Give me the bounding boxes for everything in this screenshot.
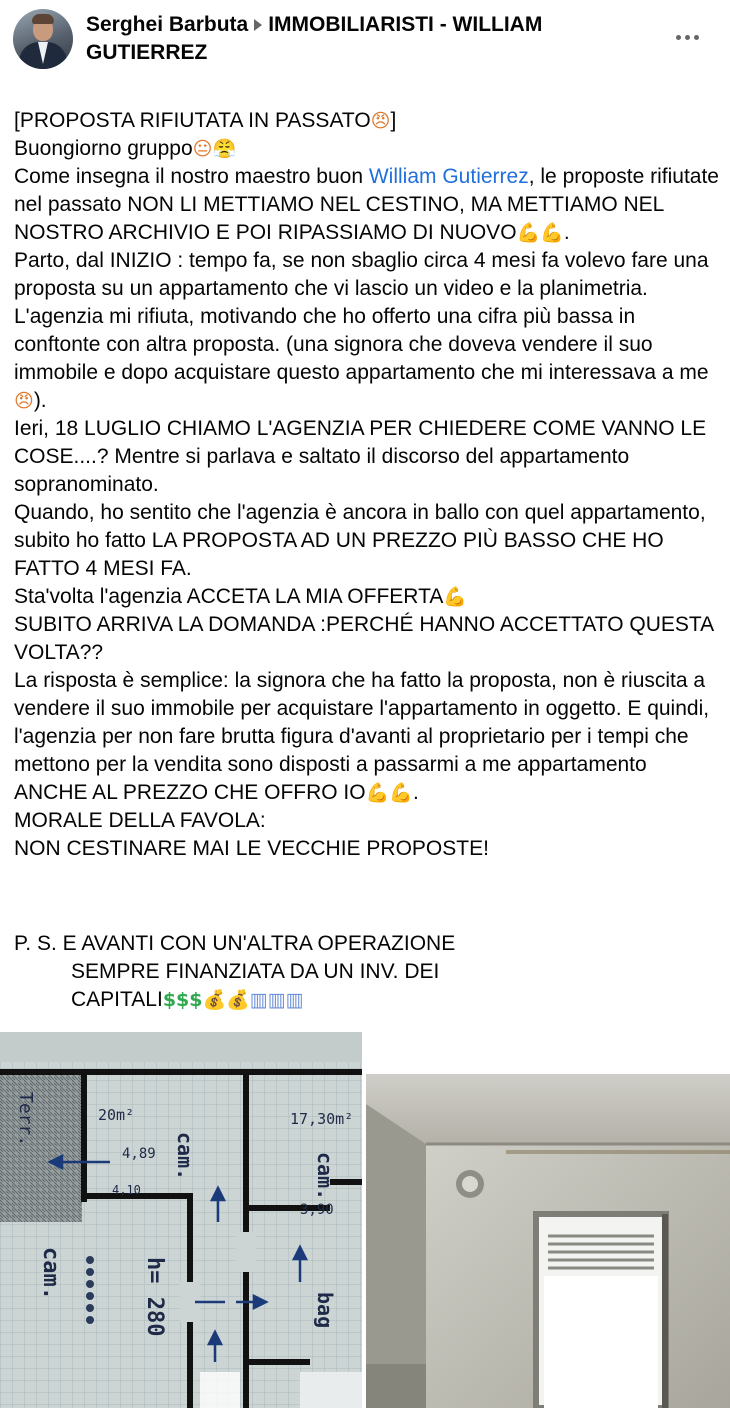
- steam-face-icon: 😤: [212, 138, 237, 160]
- text-line: Quando, ho sentito che l'agenzia è ancora in ballo con quel appartamento, subito ho fatto LA PROPOSTA AD UN PREZZO PIÙ BASSO CHE HO FATTO 4 MESI FA.: [14, 501, 706, 580]
- post-title: [86, 11, 646, 67]
- plan-label: 3,90: [300, 1202, 334, 1218]
- text-span: .: [563, 221, 570, 244]
- floor-plan-drawing: [0, 1032, 362, 1408]
- text-line: [14, 163, 720, 247]
- text-line: P. S. E AVANTI CON UN'ALTRA OPERAZIONE: [14, 932, 456, 955]
- plan-label: bag: [313, 1292, 337, 1329]
- dollar-icon: $: [189, 989, 203, 1011]
- post-body: [14, 107, 720, 863]
- money-bag-icon: 💰: [226, 989, 250, 1011]
- text-span: [PROPOSTA RIFIUTATA IN PASSATO: [14, 109, 371, 132]
- author-avatar[interactable]: [13, 9, 73, 69]
- dollar-icon: $: [162, 989, 177, 1011]
- text-line: SUBITO ARRIVA LA DOMANDA :PERCHÉ HANNO ACCETTATO QUESTA VOLTA??: [14, 613, 713, 664]
- text-span: CAPITALI: [71, 988, 163, 1011]
- text-line: [14, 583, 720, 611]
- text-span: .: [412, 781, 419, 804]
- more-options-icon[interactable]: [676, 27, 702, 47]
- dot-icon: [694, 35, 699, 40]
- floor-plan-photo[interactable]: [0, 1032, 362, 1408]
- angry-face-icon: 😠: [14, 390, 34, 412]
- text-line: [14, 107, 720, 135]
- plan-label: Terr.: [15, 1092, 36, 1147]
- text-line: [14, 135, 720, 163]
- plan-label: 17,30m²: [290, 1110, 354, 1128]
- text-line: [14, 247, 720, 415]
- chart-icon: ▥: [285, 989, 304, 1011]
- text-line: SEMPRE FINANZIATA DA UN INV. DEI: [71, 960, 440, 983]
- flex-icon: 💪: [365, 782, 390, 804]
- neutral-face-icon: 😐: [192, 138, 213, 160]
- plan-label: 20m²: [98, 1106, 135, 1124]
- post-scriptum: [14, 930, 720, 1014]
- apartment-room-drawing: [366, 1074, 730, 1408]
- plan-label: cam.: [173, 1132, 197, 1181]
- text-span: ).: [33, 389, 47, 412]
- avatar-hair: [32, 14, 54, 24]
- author-name[interactable]: Serghei Barbuta: [86, 13, 249, 36]
- chart-icon: ▥: [249, 989, 268, 1011]
- text-span: Come insegna il nostro maestro buon: [14, 165, 369, 188]
- text-span: Sta'volta l'agenzia ACCETA LA MIA OFFERTA: [14, 585, 444, 608]
- plan-label: 4,89: [122, 1146, 156, 1162]
- money-bag-icon: 💰: [202, 989, 227, 1011]
- plan-label: 4,10: [112, 1183, 141, 1197]
- chart-icon: ▥: [267, 989, 286, 1011]
- play-arrow-icon: [254, 19, 262, 31]
- text-span: Buongiorno gruppo: [14, 137, 193, 160]
- flex-icon: 💪: [540, 222, 564, 244]
- text-span: La risposta è semplice: la signora che ha fatto la proposta, non è riuscita a vendere il suo immobile per acquistare l'appartamento in oggetto. E quindi, l'agenzia per non fare brutta figura d'avanti al proprietario per i tempi che mettono per la vendita sono disposti a passarmi a me appartamento ANCHE AL PREZZO CHE OFFRO IO: [14, 669, 710, 804]
- flex-icon: 💪: [389, 782, 413, 804]
- apartment-video-thumbnail[interactable]: [366, 1074, 730, 1408]
- plan-label: h= 280: [142, 1257, 167, 1337]
- angry-face-icon: 😠: [370, 110, 391, 132]
- post-header: [0, 0, 730, 80]
- group-name[interactable]: IMMOBILIARISTI - WILLIAM GUTIERREZ: [86, 13, 543, 64]
- dot-icon: [685, 35, 690, 40]
- mention-link[interactable]: William Gutierrez: [368, 165, 529, 188]
- text-line: [14, 986, 720, 1014]
- text-line: MORALE DELLA FAVOLA:: [14, 809, 266, 832]
- flex-icon: 💪: [516, 222, 541, 244]
- text-line: NON CESTINARE MAI LE VECCHIE PROPOSTE!: [14, 837, 489, 860]
- text-span: ]: [390, 109, 397, 132]
- plan-label: cam.: [313, 1152, 337, 1201]
- flex-icon: 💪: [443, 586, 468, 608]
- text-span: Parto, dal INIZIO : tempo fa, se non sbaglio circa 4 mesi fa volevo fare una proposta su un appartamento che vi lascio un video e la planimetria. L'agenzia mi rifiuta, motivando che ho offerto una cifra più bassa in conftonte con altra proposta. (una signora che doveva vendere il suo immobile e dopo acquistare questo appartamento che mi interessava a me: [14, 249, 709, 384]
- plan-label: cam.: [38, 1247, 63, 1300]
- dollar-icon: $: [176, 989, 190, 1011]
- text-span: , le proposte rifiutate nel passato NON LI METTIAMO NEL CESTINO, MA METTIAMO NEL NOSTRO ARCHIVIO E POI RIPASSIAMO DI NUOVO: [14, 165, 719, 244]
- dot-icon: [676, 35, 681, 40]
- text-line: Ieri, 18 LUGLIO CHIAMO L'AGENZIA PER CHIEDERE COME VANNO LE COSE....? Mentre si parlava e saltato il discorso del appartamento sopranominato.: [14, 417, 707, 496]
- text-line: [14, 667, 720, 807]
